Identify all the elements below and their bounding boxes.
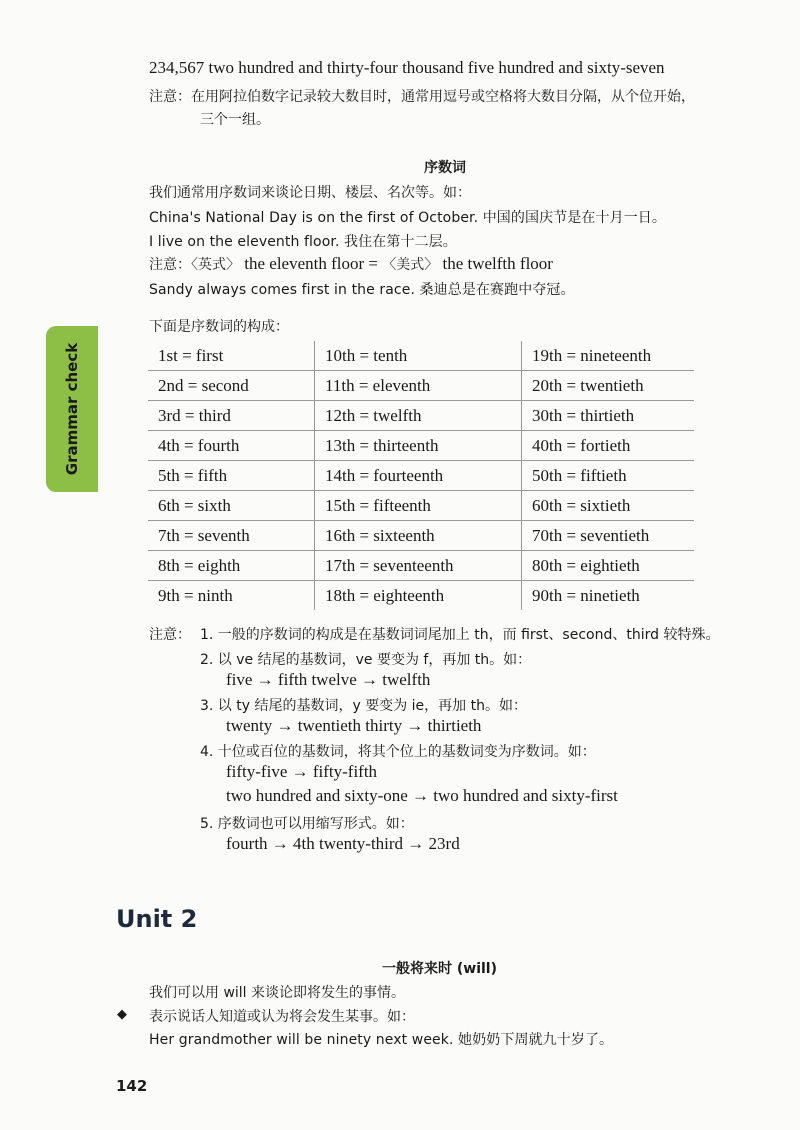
example-sandy: Sandy always comes first in the race. 桑迪总是在赛跑中夺冠。 [149,282,575,298]
table-cell: 17th = seventeenth [315,551,522,581]
note-3-example: twenty → twentieth thirty → thirtieth [226,716,482,735]
ordinals-table [148,341,694,610]
table-cell: 30th = thirtieth [522,401,695,431]
table-row [148,551,694,581]
table-cell: 11th = eleventh [315,371,522,401]
table-cell: 6th = sixth [148,491,315,521]
table-cell: 70th = seventieth [522,521,695,551]
table-cell: 12th = twelfth [315,401,522,431]
future-tense-intro: 我们可以用 will 来谈论即将发生的事情。 [149,985,406,1001]
page-number: 142 [116,1077,148,1095]
table-cell: 80th = eightieth [522,551,695,581]
table-cell: 50th = fiftieth [522,461,695,491]
table-row [148,521,694,551]
example-eleventh-floor: I live on the eleventh floor. 我住在第十二层。 [149,234,457,250]
table-cell: 14th = fourteenth [315,461,522,491]
table-cell: 8th = eighth [148,551,315,581]
ordinals-heading: 序数词 [424,160,466,176]
table-cell: 7th = seventh [148,521,315,551]
future-tense-heading: 一般将来时 (will) [382,961,498,977]
diamond-bullet-icon: ◆ [117,1007,127,1022]
note-4-example-1: fifty-five → fifty-fifth [226,762,378,781]
table-intro: 下面是序数词的构成： [149,319,289,335]
note-2-example: five → fifth twelve → twelfth [226,670,431,689]
table-cell: 1st = first [148,341,315,371]
table-cell: 90th = ninetieth [532,585,640,605]
table-cell: 9th = ninth [148,581,315,611]
table-cell: 2nd = second [148,371,315,401]
table-cell: 4th = fourth [148,431,315,461]
table-row [148,371,694,401]
table-row [148,581,694,611]
note-american-phrase: the twelfth floor [438,254,553,273]
note-large-numbers: 注意：在用阿拉伯数字记录较大数目时，通常用逗号或空格将大数目分隔，从个位开始， [149,89,695,105]
side-tab [46,326,98,492]
table-cell: 10th = tenth [315,341,522,371]
note-5-example: fourth → 4th twenty-third → 23rd [226,834,460,853]
note-3: 3. 以 ty 结尾的基数词，y 要变为 ie，再加 th。如： [200,698,527,714]
table-row [148,461,694,491]
note-2: 2. 以 ve 结尾的基数词，ve 要变为 f，再加 th。如： [200,652,532,668]
large-number-example: 234,567 two hundred and thirty-four thousand five hundred and sixty-seven [149,58,665,77]
side-tab-label: Grammar check [63,342,82,476]
table-row [148,491,694,521]
table-row [148,401,694,431]
note-british-american [149,254,553,274]
table-cell: 60th = sixtieth [522,491,695,521]
table-row [148,341,694,371]
example-national-day: China's National Day is on the first of October. 中国的国庆节是在十月一日。 [149,210,667,226]
note-4: 4. 十位或百位的基数词，将其个位上的基数词变为序数词。如： [200,744,596,760]
table-row [148,431,694,461]
table-cell: 16th = sixteenth [315,521,522,551]
note-5: 5. 序数词也可以用缩写形式。如： [200,816,414,832]
table-cell: 19th = nineteenth [522,341,695,371]
future-tense-usage: 表示说话人知道或认为将会发生某事。如： [149,1009,415,1025]
table-cell: 13th = thirteenth [315,431,522,461]
table-cell: 15th = fifteenth [315,491,522,521]
note-american-label: 〈美式〉 [382,257,439,273]
table-cell: 18th = eighteenth [315,581,522,611]
example-grandmother: Her grandmother will be ninety next week. 她奶奶下周就九十岁了。 [149,1032,614,1048]
notes-label: 注意： [149,627,191,643]
note-large-numbers-cont: 三个一组。 [200,112,270,128]
ordinals-intro: 我们通常用序数词来谈论日期、楼层、名次等。如： [149,185,471,201]
table-cell: 5th = fifth [148,461,315,491]
table-cell: 20th = twentieth [522,371,695,401]
note-4-example-2: two hundred and sixty-one → two hundred and sixty-first [226,786,618,805]
note-prefix: 注意：〈英式〉 [149,257,240,273]
note-1: 1. 一般的序数词的构成是在基数词词尾加上 th，而 first、second、third 较特殊。 [200,627,720,643]
unit-title: Unit 2 [116,905,198,933]
table-cell: 3rd = third [148,401,315,431]
note-british-phrase: the eleventh floor = [240,254,383,273]
table-cell: 40th = fortieth [522,431,695,461]
